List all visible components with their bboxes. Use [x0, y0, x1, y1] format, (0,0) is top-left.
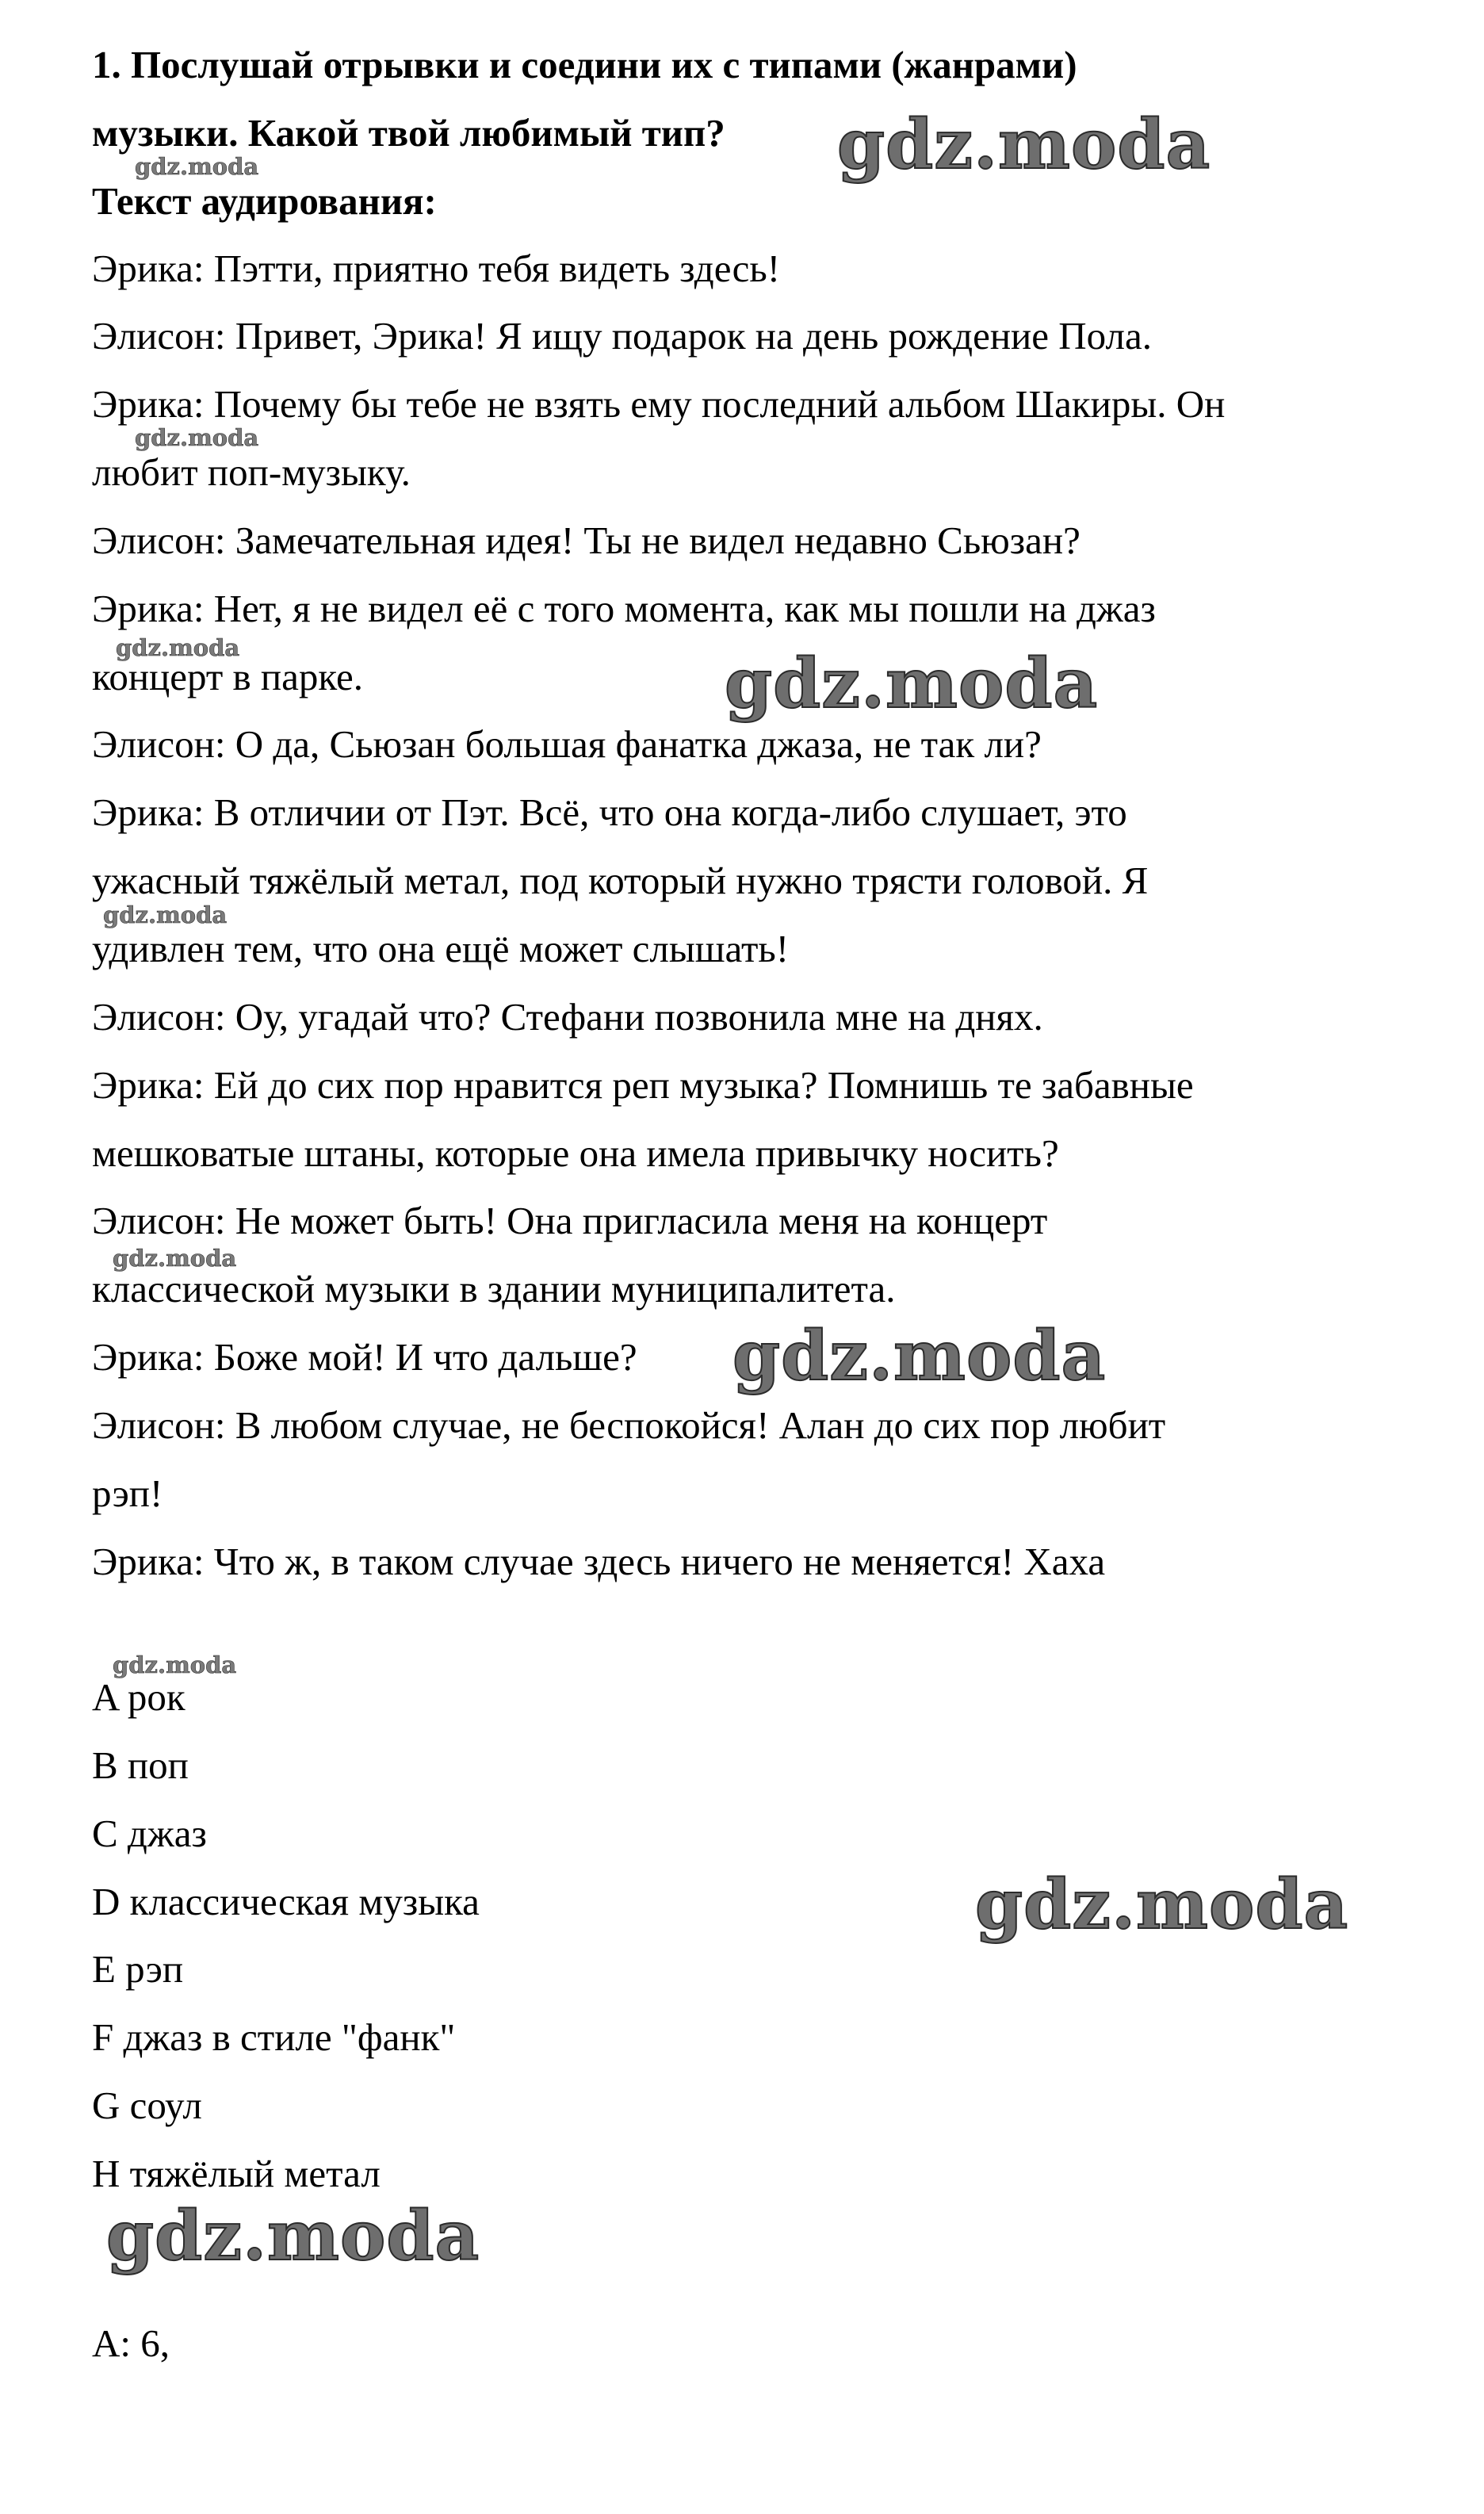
watermark-large: gdz.moda	[106, 2196, 480, 2276]
transcript-line: Эрика: Ей до сих пор нравится реп музыка? Помнишь те забавные	[92, 1063, 1194, 1107]
option-item: C джаз	[92, 1812, 207, 1855]
transcript-line: Элисон: Оу, угадай что? Стефани позвонила мне на днях.	[92, 995, 1043, 1039]
transcript-line: Эрика: Боже мой! И что дальше?	[92, 1335, 637, 1379]
option-item: F джаз в стиле "фанк"	[92, 2015, 456, 2059]
watermark-large: gdz.moda	[725, 644, 1099, 724]
transcript-line: Эрика: Почему бы тебе не взять ему последний альбом Шакиры. Он	[92, 382, 1226, 426]
watermark-large: gdz.moda	[837, 105, 1211, 185]
transcript-line: Элисон: О да, Сьюзан большая фанатка джаза, не так ли?	[92, 722, 1042, 766]
option-item: D классическая музыка	[92, 1880, 480, 1923]
transcript-line: Эрика: Нет, я не видел её с того момента, как мы пошли на джаз	[92, 587, 1156, 630]
watermark-small: gdz.moda	[135, 424, 259, 451]
transcript-line: Эрика: Что ж, в таком случае здесь ничего не меняется! Хаха	[92, 1540, 1106, 1583]
option-item: A рок	[92, 1675, 186, 1719]
transcript-line: концерт в парке.	[92, 655, 363, 698]
transcript-line: удивлен тем, что она ещё может слышать!	[92, 927, 790, 970]
transcript-line: классической музыки в здании муниципалитета.	[92, 1267, 896, 1311]
watermark-small: gdz.moda	[113, 1651, 237, 1678]
watermark-small: gdz.moda	[113, 1245, 237, 1272]
task-title-line-2: музыки. Какой твой любимый тип?	[92, 111, 725, 155]
transcript-line: мешковатые штаны, которые она имела привычку носить?	[92, 1131, 1059, 1175]
transcript-line: рэп!	[92, 1471, 163, 1515]
transcript-line: Элисон: Не может быть! Она пригласила меня на концерт	[92, 1199, 1048, 1242]
transcript-line: любит поп-музыку.	[92, 450, 411, 494]
transcript-line: Элисон: Замечательная идея! Ты не видел недавно Сьюзан?	[92, 518, 1080, 562]
option-item: E рэп	[92, 1947, 184, 1991]
answer-text: A: 6,	[92, 2321, 170, 2365]
watermark-large: gdz.moda	[975, 1865, 1349, 1945]
transcript-line: Элисон: Привет, Эрика! Я ищу подарок на день рождение Пола.	[92, 314, 1152, 358]
transcript-line: Эрика: В отличии от Пэт. Всё, что она когда-либо слушает, это	[92, 790, 1127, 834]
transcript-heading: Текст аудирования:	[92, 179, 437, 223]
option-item: H тяжёлый метал	[92, 2152, 381, 2195]
transcript-line: Эрика: Пэтти, приятно тебя видеть здесь!	[92, 247, 781, 290]
task-title-line-1: 1. Послушай отрывки и соедини их с типами (жанрами)	[92, 43, 1077, 86]
option-item: G соул	[92, 2084, 202, 2127]
watermark-large: gdz.moda	[732, 1316, 1107, 1396]
watermark-small: gdz.moda	[116, 634, 240, 661]
option-item: B поп	[92, 1743, 189, 1787]
watermark-small: gdz.moda	[135, 153, 259, 180]
transcript-line: Элисон: В любом случае, не беспокойся! Алан до сих пор любит	[92, 1403, 1166, 1447]
watermark-small: gdz.moda	[103, 901, 228, 928]
transcript-line: ужасный тяжёлый метал, под который нужно трясти головой. Я	[92, 859, 1149, 902]
